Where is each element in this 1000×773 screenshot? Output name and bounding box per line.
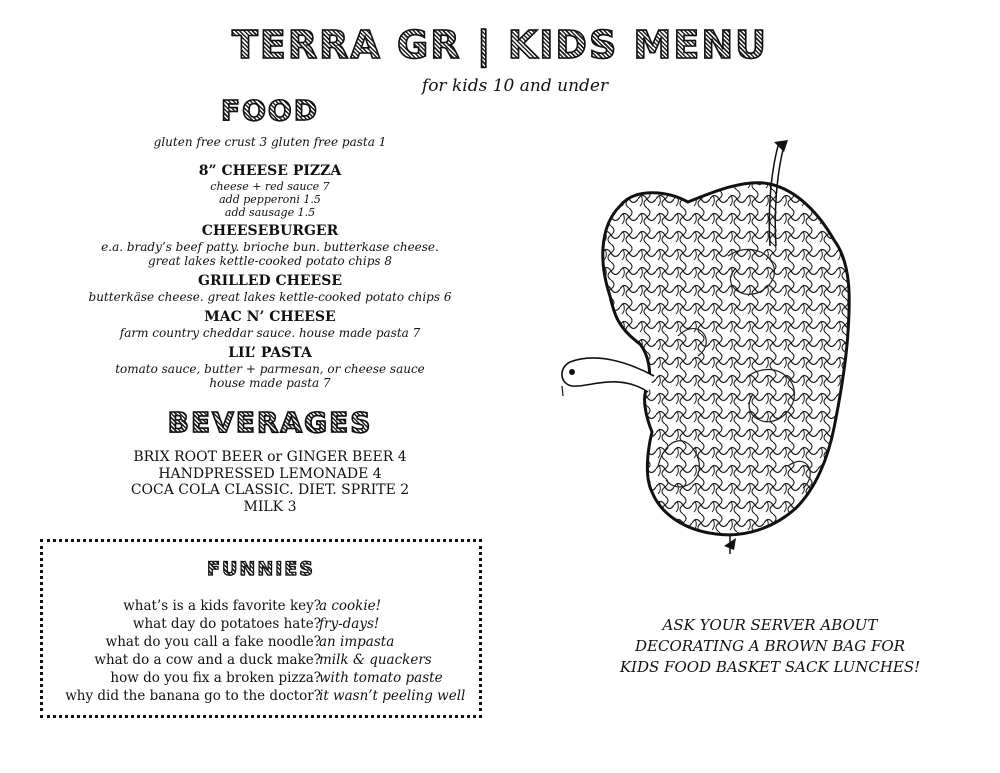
menu-item-name: GRILLED CHEESE (197, 273, 342, 289)
menu-item-lil-pasta (60, 345, 480, 390)
menu-item-desc: cheese + red sauce 7 (210, 180, 330, 193)
brown-bag-note-line: DECORATING A BROWN BAG FOR (635, 637, 905, 655)
joke-question: what do a cow and a duck make? (94, 652, 321, 668)
funnies-heading: FUNNIES (43, 558, 479, 580)
menu-item-desc: farm country cheddar sauce. house made pasta 7 (119, 326, 421, 340)
brown-bag-note-line: KIDS FOOD BASKET SACK LUNCHES! (619, 658, 921, 676)
menu-item-grilled-cheese (60, 273, 480, 304)
beverages-heading: BEVERAGES (150, 406, 390, 440)
joke-answer: it wasn’t peeling well (319, 688, 466, 704)
joke-answer: an impasta (319, 634, 395, 650)
joke-question: what do you call a fake noodle? (105, 634, 321, 650)
beverage-item: MILK 3 (243, 498, 297, 515)
joke-question: how do you fix a broken pizza? (110, 670, 321, 686)
brown-bag-note (600, 615, 940, 678)
menu-item-mac-n-cheese (60, 309, 480, 340)
gluten-free-note: gluten free crust 3 gluten free pasta 1 (153, 135, 387, 149)
menu-item-desc: great lakes kettle-cooked potato chips 8 (147, 254, 393, 268)
menu-item-desc: butterkäse cheese. great lakes kettle-cooked potato chips 6 (88, 290, 452, 304)
funnies-box (40, 539, 482, 718)
joke-answer: with tomato paste (319, 670, 443, 686)
menu-item-name: LIL’ PASTA (228, 345, 312, 361)
joke-question: what day do potatoes hate? (132, 616, 321, 632)
food-heading: FOOD (170, 94, 370, 128)
beverage-item: BRIX ROOT BEER or GINGER BEER 4 (133, 449, 407, 465)
beverage-item: COCA COLA CLASSIC. DIET. SPRITE 2 (130, 482, 410, 498)
menu-item-name: CHEESEBURGER (201, 223, 339, 239)
menu-item-name: MAC N’ CHEESE (204, 309, 336, 325)
menu-item-desc: e.a. brady’s beef patty. brioche bun. butterkase cheese. (101, 240, 439, 254)
joke-question: why did the banana go to the doctor? (65, 688, 321, 704)
menu-item-desc: tomato sauce, butter + parmesan, or cheese sauce (115, 362, 425, 376)
joke-answer: fry-days! (319, 616, 380, 632)
joke-answer: milk & quackers (319, 652, 432, 668)
page-title: TERRA GR | KIDS MENU (0, 22, 1000, 68)
joke-question: what’s is a kids favorite key? (123, 598, 321, 614)
menu-item-desc: house made pasta 7 (209, 376, 331, 390)
menu-item-name: 8” CHEESE PIZZA (198, 163, 342, 179)
brown-bag-note-line: ASK YOUR SERVER ABOUT (662, 616, 878, 634)
page-subtitle: for kids 10 and under (421, 76, 609, 96)
apple-maze-illustration (548, 136, 858, 566)
beverage-item: HANDPRESSED LEMONADE 4 (158, 465, 382, 482)
menu-item-cheeseburger (60, 223, 480, 268)
menu-item-desc: add pepperoni 1.5 (219, 193, 321, 206)
menu-item-desc: add sausage 1.5 (224, 206, 316, 219)
menu-item-cheese-pizza (60, 163, 480, 219)
joke-answer: a cookie! (319, 598, 382, 614)
